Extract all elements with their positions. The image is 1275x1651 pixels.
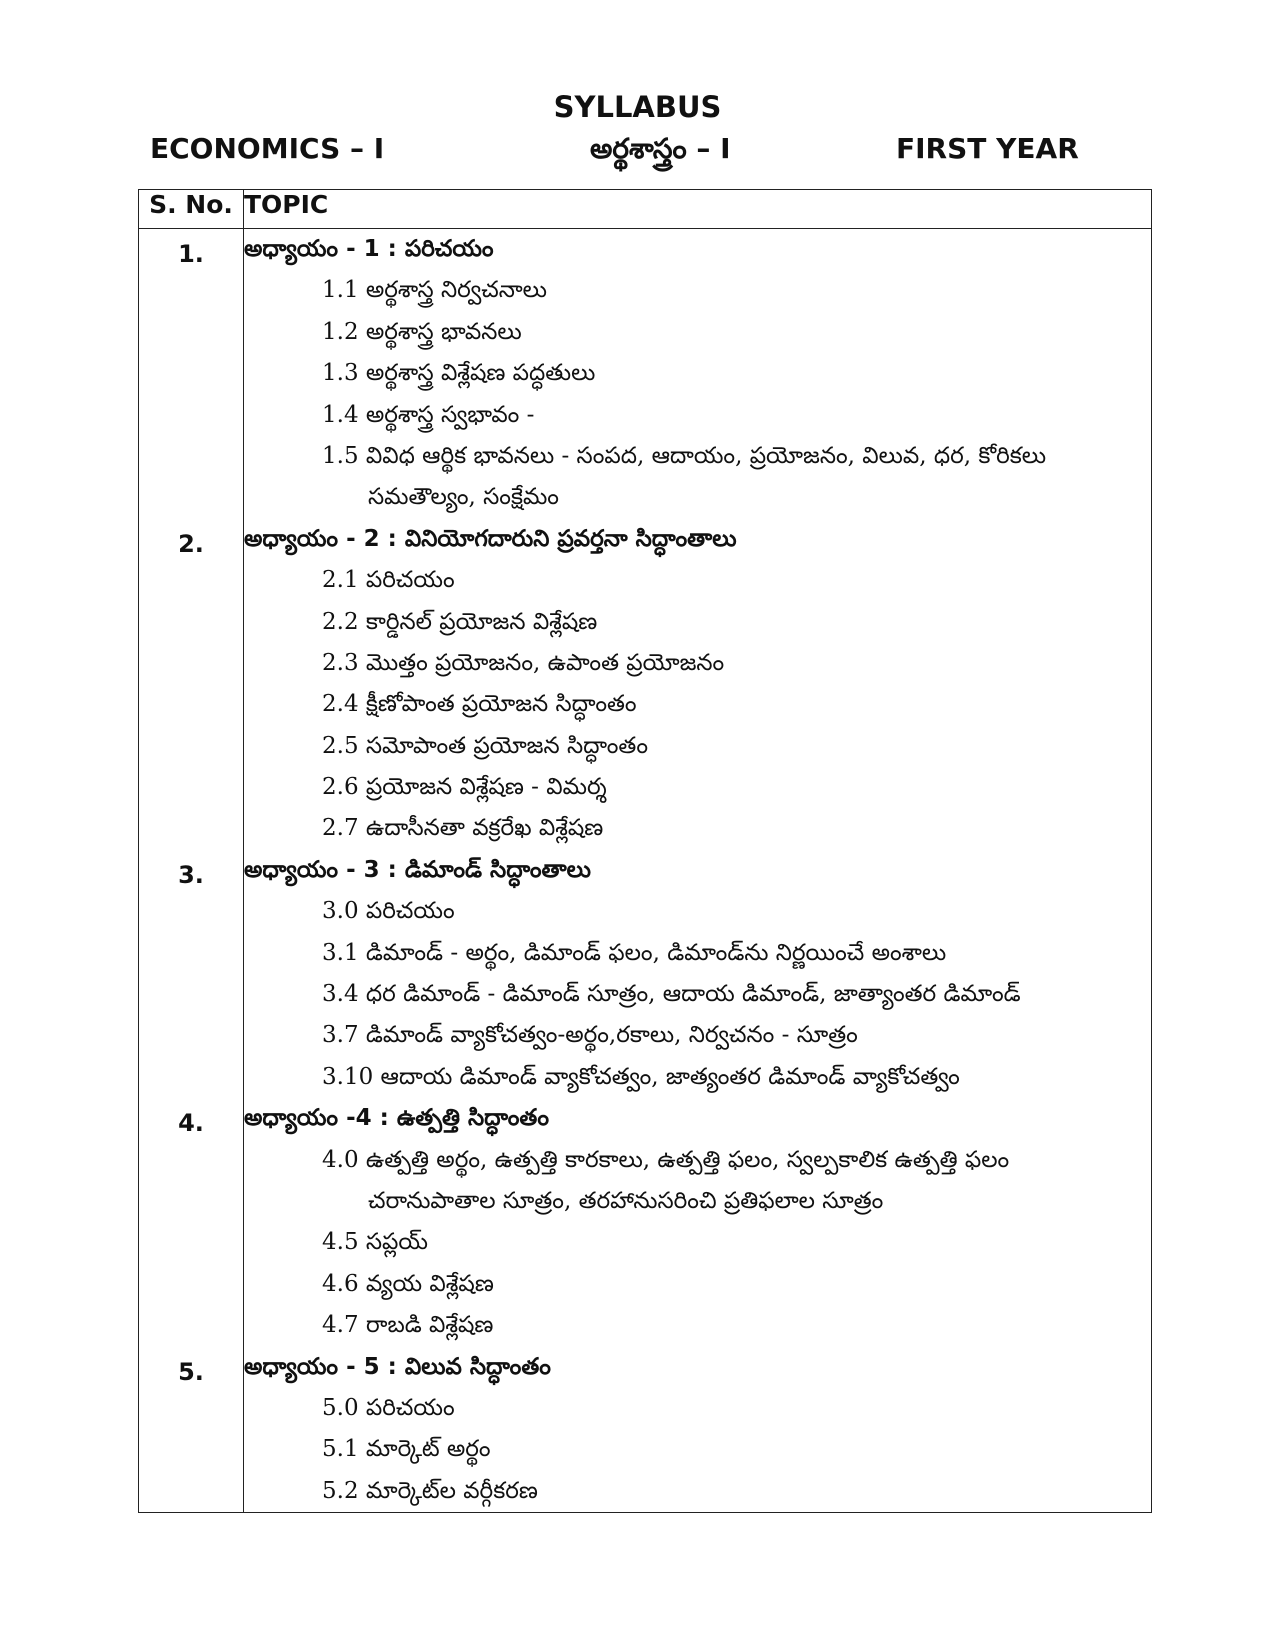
topic-item: 5.0 పరిచయం — [322, 1394, 455, 1421]
chapter-heading: అధ్యాయం - 2 : వినియోగదారుని ప్రవర్తనా సిద్ధాంతాలు — [244, 525, 737, 552]
topic-item: 2.7 ఉదాసీనతా వక్రరేఖ విశ్లేషణ — [322, 815, 604, 842]
topic-item: 2.1 పరిచయం — [322, 567, 455, 594]
topic-item: 5.2 మార్కెట్‌ల వర్గీకరణ — [322, 1477, 538, 1504]
topic-item: 3.4 ధర డిమాండ్ - డిమాండ్ సూత్రం, ఆదాయ డిమాండ్, జాత్యాంతర డిమాండ్ — [322, 981, 1021, 1008]
topic-item: 3.10 ఆదాయ డిమాండ్ వ్యాకోచత్వం, జాత్యంతర డిమాండ్ వ్యాకోచత్వం — [322, 1063, 960, 1090]
topic-item: 2.6 ప్రయోజన విశ్లేషణ - విమర్శ — [322, 774, 607, 801]
subject-name-english: ECONOMICS – I — [150, 132, 385, 165]
table-header-row — [139, 190, 1152, 229]
topic-item: 4.6 వ్యయ విశ్లేషణ — [322, 1270, 494, 1297]
table-body-row — [139, 229, 1152, 1513]
column-header-topic: TOPIC — [244, 190, 1152, 229]
topic-item: 5.1 మార్కెట్ అర్థం — [322, 1436, 491, 1463]
topic-item: 2.3 మొత్తం ప్రయోజనం, ఉపాంత ప్రయోజనం — [322, 649, 725, 676]
column-header-sno: S. No. — [139, 190, 244, 229]
topic-item: 4.7 రాబడి విశ్లేషణ — [322, 1312, 494, 1339]
topic-item: 2.2 కార్డినల్ ప్రయోజన విశ్లేషణ — [322, 608, 598, 635]
topic-item-continuation: సమతౌల్యం, సంక్షేమం — [368, 484, 559, 511]
serial-number: 1. — [178, 240, 204, 268]
topic-item: 1.4 అర్థశాస్త్ర స్వభావం - — [322, 401, 535, 428]
topic-item: 1.5 వివిధ ఆర్థిక భావనలు - సంపద, ఆదాయం, ప్రయోజనం, విలువ, ధర, కోరికలు — [322, 442, 1047, 469]
serial-number: 3. — [178, 861, 204, 889]
topic-item: 3.1 డిమాండ్ - అర్థం, డిమాండ్ ఫలం, డిమాండ్‌ను నిర్ణయించే అంశాలు — [322, 939, 947, 966]
chapter-heading: అధ్యాయం - 3 : డిమాండ్ సిద్ధాంతాలు — [244, 856, 591, 883]
chapter-heading: అధ్యాయం -4 : ఉత్పత్తి సిద్ధాంతం — [244, 1105, 549, 1132]
sno-column — [139, 229, 244, 1513]
topic-item: 2.4 క్షీణోపాంత ప్రయోజన సిద్ధాంతం — [322, 691, 637, 718]
topic-item-continuation: చరానుపాతాల సూత్రం, తరహానుసరించి ప్రతిఫలాల సూత్రం — [368, 1187, 884, 1214]
serial-number: 2. — [178, 529, 204, 558]
topic-item: 2.5 సమోపాంత ప్రయోజన సిద్ధాంతం — [322, 732, 648, 759]
topic-item: 1.2 అర్థశాస్త్ర భావనలు — [322, 318, 522, 345]
topic-item: 4.5 సప్లయ్ — [322, 1229, 428, 1256]
chapter-heading: అధ్యాయం - 5 : విలువ సిద్ధాంతం — [244, 1353, 551, 1380]
topic-item: 3.0 పరిచయం — [322, 898, 455, 925]
chapter-heading: అధ్యాయం - 1 : పరిచయం — [244, 236, 494, 262]
topic-item: 3.7 డిమాండ్ వ్యాకోచత్వం-అర్థం,రకాలు, నిర్వచనం - సూత్రం — [322, 1022, 858, 1049]
syllabus-table — [138, 189, 1152, 1513]
topic-item: 1.1 అర్థశాస్త్ర నిర్వచనాలు — [322, 277, 547, 304]
page-title: SYLLABUS — [553, 90, 722, 124]
year-label: FIRST YEAR — [896, 132, 1079, 165]
topic-item: 1.3 అర్థశాస్త్ర విశ్లేషణ పద్ధతులు — [322, 360, 596, 387]
serial-number: 4. — [178, 1109, 204, 1138]
serial-number: 5. — [178, 1357, 204, 1386]
subject-name-telugu: అర్థశాస్త్రం – I — [590, 132, 731, 165]
topic-item: 4.0 ఉత్పత్తి అర్థం, ఉత్పత్తి కారకాలు, ఉత్పత్తి ఫలం, స్వల్పకాలిక ఉత్పత్తి ఫలం — [322, 1146, 1010, 1173]
topic-column — [244, 229, 1152, 1513]
